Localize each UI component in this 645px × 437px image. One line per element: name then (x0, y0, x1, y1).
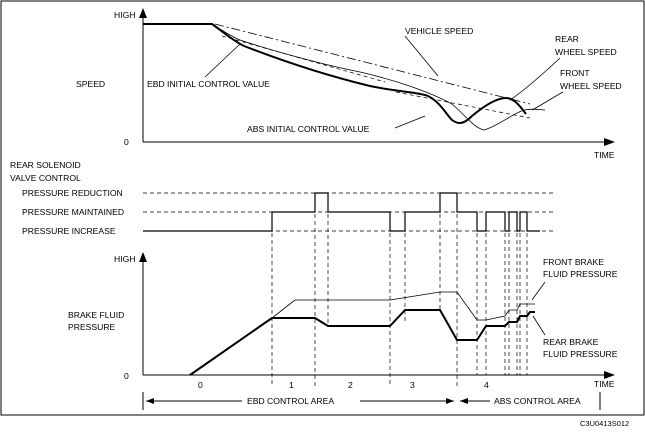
vehicle-speed-leader (405, 36, 438, 76)
speed-time-label: TIME (594, 150, 615, 160)
speed-origin-label: 0 (124, 137, 129, 147)
front-wheel-leader (532, 92, 563, 110)
front-wheel-label-line1: FRONT (560, 68, 590, 78)
pressure-origin-label: 0 (124, 371, 129, 381)
speed-y-arrow-icon (139, 8, 147, 18)
pressure-y-arrow-icon (139, 252, 147, 262)
abs-initial-label: ABS INITIAL CONTROL VALUE (247, 124, 370, 134)
ebd-initial-label: EBD INITIAL CONTROL VALUE (147, 79, 270, 89)
vehicle-speed-curve (215, 24, 530, 104)
solenoid-title-line1: REAR SOLENOID (10, 160, 81, 170)
level-pressure-reduction: PRESSURE REDUCTION (22, 188, 123, 198)
pressure-high-label: HIGH (114, 254, 136, 264)
front-brake-label-line2: FLUID PRESSURE (543, 269, 618, 279)
pressure-axis-label-line1: BRAKE FLUID (68, 310, 125, 320)
ebd-left-arrow-icon (146, 398, 154, 404)
pressure-x-arrow-icon (604, 371, 615, 379)
phase-label: 0 (198, 380, 203, 390)
rear-wheel-label-line2: WHEEL SPEED (555, 47, 617, 57)
ebd-control-area-label: EBD CONTROL AREA (247, 396, 335, 406)
rear-wheel-leader (510, 58, 560, 100)
speed-graph (76, 8, 622, 160)
ebd-right-arrow-icon (446, 398, 454, 404)
abs-control-area-label: ABS CONTROL AREA (494, 396, 581, 406)
level-pressure-maintained: PRESSURE MAINTAINED (22, 207, 125, 217)
front-brake-pressure-curve (272, 292, 535, 320)
speed-axis-label: SPEED (76, 79, 106, 89)
level-pressure-increase: PRESSURE INCREASE (22, 226, 116, 236)
rear-brake-label-line1: REAR BRAKE (543, 337, 599, 347)
solenoid-graph (10, 160, 555, 236)
pressure-time-label: TIME (594, 379, 615, 389)
rear-brake-leader (533, 316, 545, 335)
phase-label: 4 (484, 380, 489, 390)
phase-label: 1 (289, 380, 294, 390)
speed-high-label: HIGH (114, 10, 136, 20)
rear-wheel-label-line1: REAR (555, 34, 579, 44)
ebd-initial-leader (205, 44, 240, 77)
phase-label: 3 (410, 380, 415, 390)
front-brake-leader (532, 282, 545, 300)
figure-code: C3U0413S012 (580, 419, 630, 428)
front-brake-label-line1: FRONT BRAKE (543, 257, 604, 267)
solenoid-title-line2: VALVE CONTROL (10, 173, 81, 183)
phase-label: 2 (348, 380, 353, 390)
front-wheel-label-line2: WHEEL SPEED (560, 81, 622, 91)
abs-initial-leader (395, 116, 425, 128)
control-areas (143, 392, 600, 410)
front-wheel-speed-curve (143, 24, 545, 130)
rear-brake-label-line2: FLUID PRESSURE (543, 349, 618, 359)
rear-wheel-speed-curve (143, 24, 526, 123)
phase-divider-lines (272, 193, 527, 387)
vehicle-speed-label: VEHICLE SPEED (405, 26, 474, 36)
speed-x-arrow-icon (604, 138, 615, 146)
pressure-graph (68, 193, 618, 390)
pressure-axis-label-line2: PRESSURE (68, 322, 116, 332)
